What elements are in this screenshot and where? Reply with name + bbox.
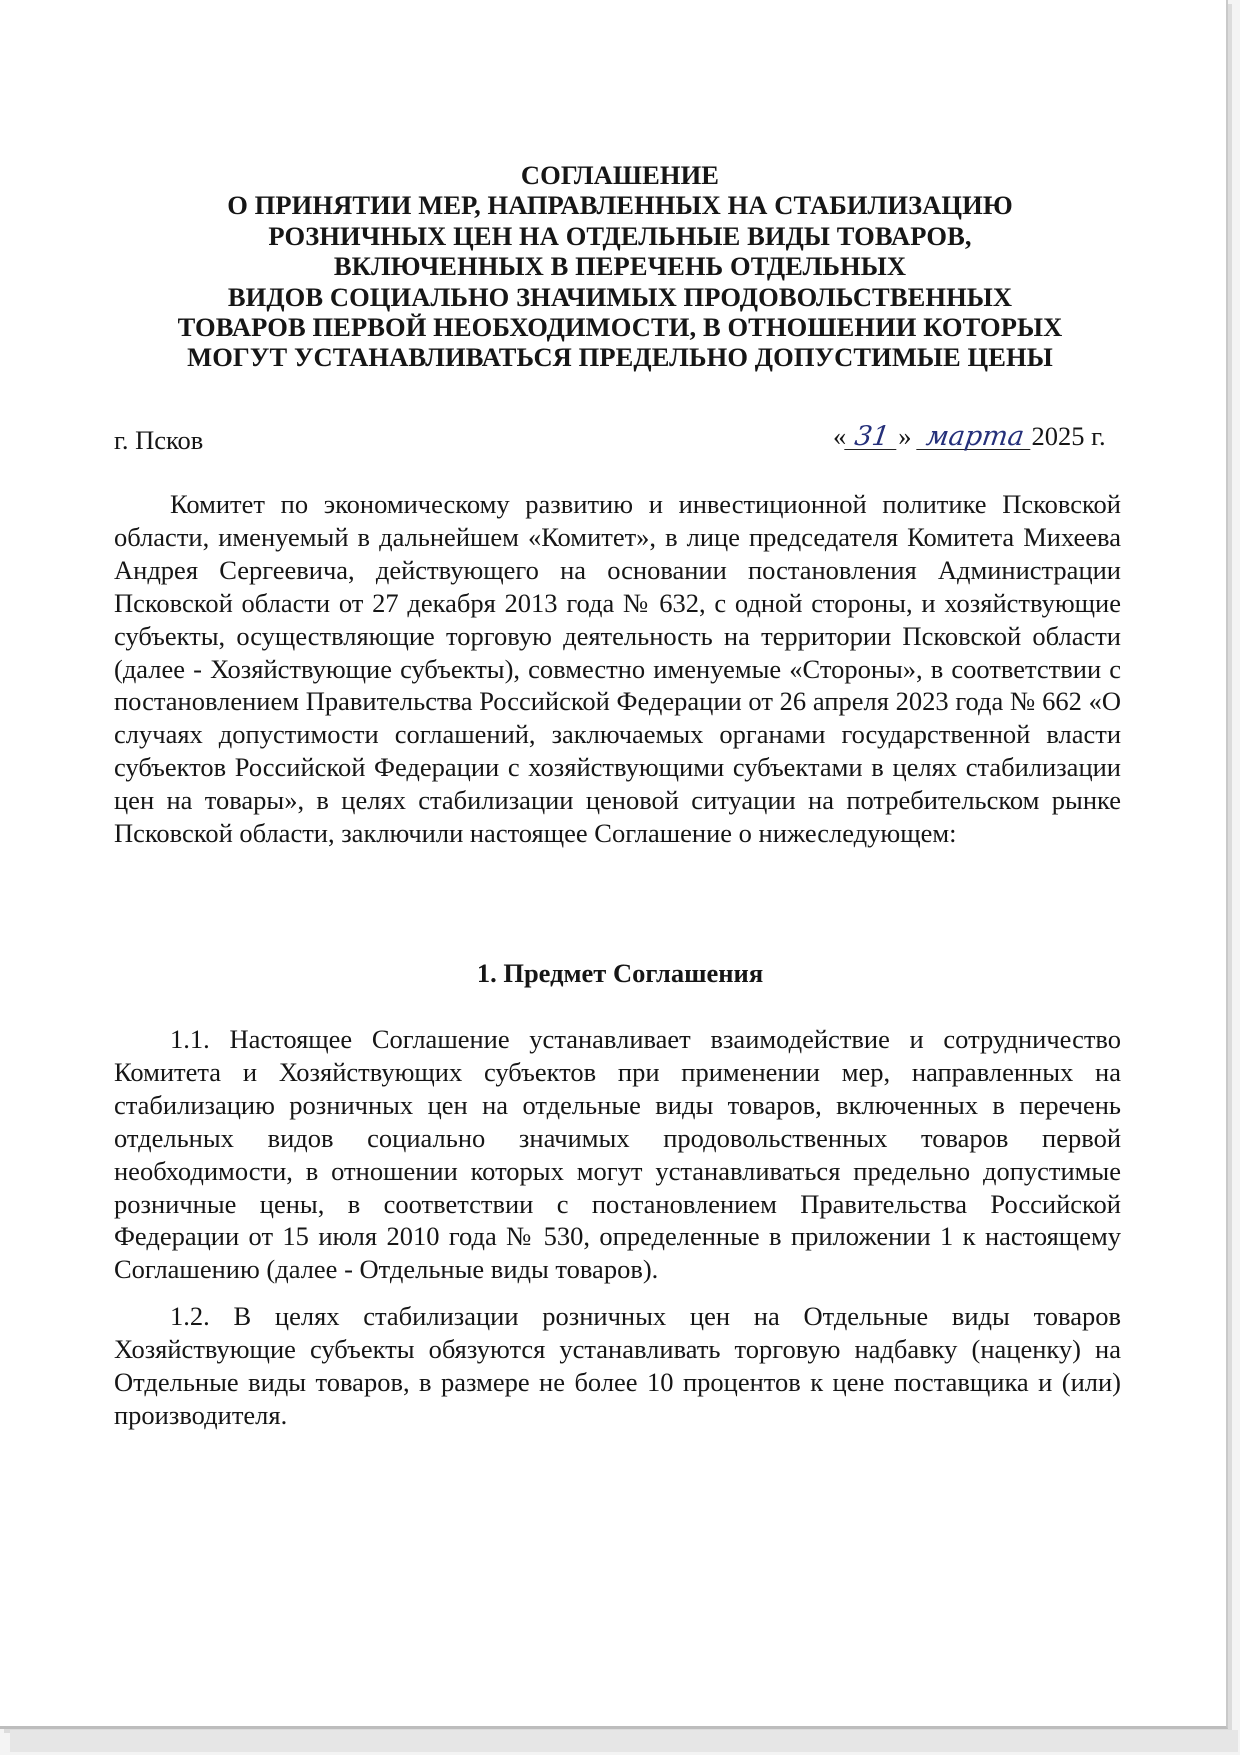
title-line: ВКЛЮЧЕННЫХ В ПЕРЕЧЕНЬ ОТДЕЛЬНЫХ <box>333 251 907 282</box>
signing-date <box>833 421 1106 451</box>
date-open-quote: « <box>833 421 847 451</box>
title-line: ВИДОВ СОЦИАЛЬНО ЗНАЧИМЫХ ПРОДОВОЛЬСТВЕННЫХ <box>227 281 1013 312</box>
title-line: ТОВАРОВ ПЕРВОЙ НЕОБХОДИМОСТИ, В ОТНОШЕНИИ КОТОРЫХ <box>177 312 1063 343</box>
place-of-signing: г. Псков <box>114 425 204 455</box>
date-close-quote: » <box>898 421 912 451</box>
title-line: МОГУТ УСТАНАВЛИВАТЬСЯ ПРЕДЕЛЬНО ДОПУСТИМЫЕ ЦЕНЫ <box>187 342 1053 373</box>
handwritten-month: марта <box>916 425 1034 450</box>
document-title <box>0 160 1240 373</box>
handwritten-day: 31 <box>844 425 900 450</box>
title-line: О ПРИНЯТИИ МЕР, НАПРАВЛЕННЫХ НА СТАБИЛИЗАЦИЮ <box>227 190 1013 221</box>
clause-1-1: 1.1. Настоящее Соглашение устанавливает взаимодействие и сотрудничество Комитета и Хозяйствующих субъектов при применении мер, направленных на стабилизацию розничных цен на отдельные виды товаров, включенных в перечень отдельных видов социально значимых продовольственных товаров первой необходимости, в отношении которых могут устанавливаться предельно допустимые розничные цены, в соответствии с постановлением Правительства Российской Федерации от 15 июля 2010 года № 530, определенные в приложении 1 к настоящему Соглашению (далее - Отдельные виды товаров). <box>114 1024 1121 1285</box>
clause-1-2: 1.2. В целях стабилизации розничных цен на Отдельные виды товаров Хозяйствующие субъекты обязуются устанавливать торговую надбавку (наценку) на Отдельные виды товаров, в размере не более 10 процентов к цене поставщика и (или) производителя. <box>114 1301 1121 1430</box>
title-line: СОГЛАШЕНИЕ <box>520 160 720 190</box>
title-line: РОЗНИЧНЫХ ЦЕН НА ОТДЕЛЬНЫЕ ВИДЫ ТОВАРОВ, <box>268 220 972 251</box>
section-1-heading: 1. Предмет Соглашения <box>476 958 764 988</box>
date-year: 2025 г. <box>1031 421 1106 451</box>
preamble-paragraph: Комитет по экономическому развитию и инвестиционной политике Псковской области, именуемый в дальнейшем «Комитет», в лице председателя Комитета Михеева Андрея Сергеевича, действующего на основании постановления Администрации Псковской области от 27 декабря 2013 года № 632, с одной стороны, и хозяйствующие субъекты, осуществляющие торговую деятельность на территории Псковской области (далее - Хозяйствующие субъекты), совместно именуемые «Стороны», в соответствии с постановлением Правительства Российской Федерации от 26 апреля 2023 года № 662 «О случаях допустимости соглашений, заключаемых органами государственной власти субъектов Российской Федерации с хозяйствующими субъектами в целях стабилизации цен на товары», в целях стабилизации ценовой ситуации на потребительском рынке Псковской области, заключили настоящее Соглашение о нижеследующем: <box>114 489 1121 849</box>
